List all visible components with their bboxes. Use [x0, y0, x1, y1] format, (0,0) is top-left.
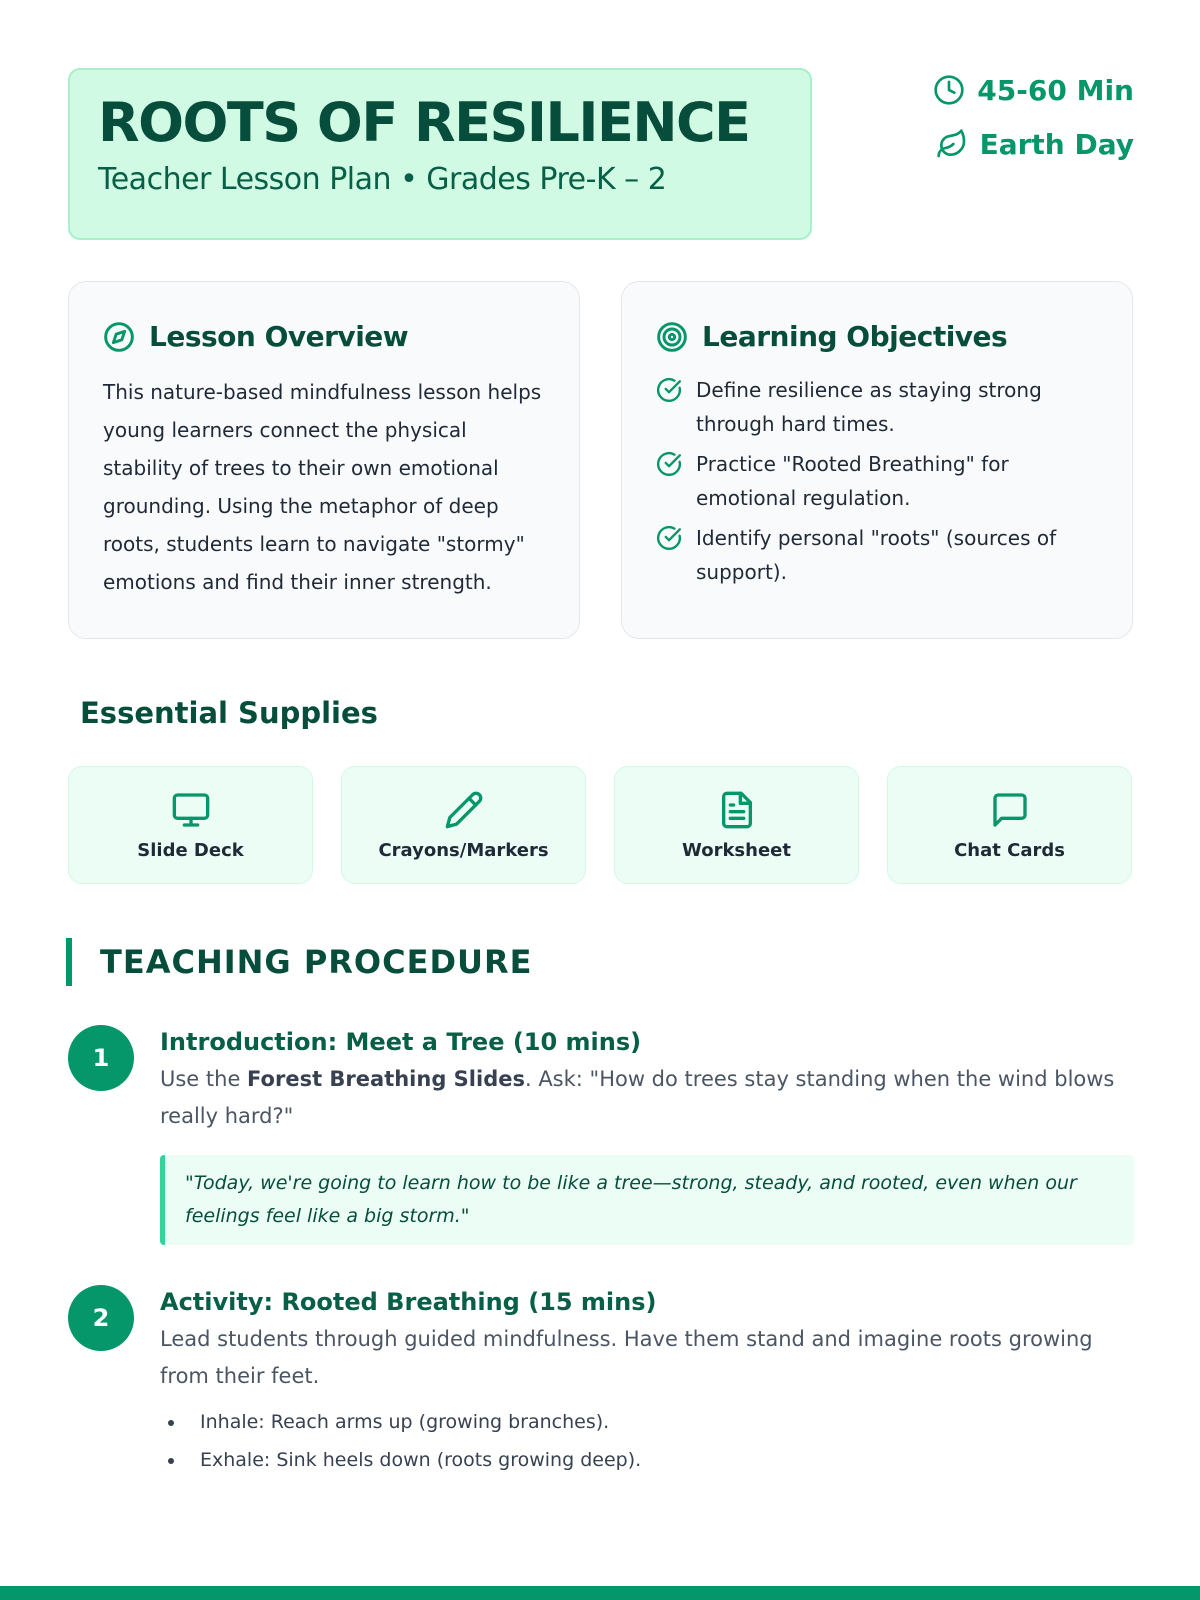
supply-card-worksheet — [614, 766, 859, 884]
clock-icon — [933, 74, 965, 106]
objectives-list — [656, 373, 1098, 589]
step-description: Use the Forest Breathing Slides. Ask: "How do trees stay standing when the wind blows really hard?" — [160, 1067, 1115, 1128]
duration-row — [933, 70, 1134, 110]
lesson-overview-card — [68, 281, 580, 639]
step-number-badge: 2 — [68, 1285, 134, 1351]
objective-text: Identify personal "roots" (sources of support). — [696, 526, 1057, 584]
page-title: ROOTS OF RESILIENCE — [98, 91, 750, 154]
step-number-badge: 1 — [68, 1025, 134, 1091]
check-circle-icon — [656, 525, 682, 551]
occasion-row — [933, 124, 1134, 164]
learning-objectives-heading — [656, 320, 1098, 353]
step-description: Lead students through guided mindfulness. Have them stand and imagine roots growing from their feet. — [160, 1327, 1093, 1388]
check-circle-icon — [656, 451, 682, 477]
learning-objectives-card — [621, 281, 1133, 639]
chat-icon — [990, 790, 1030, 830]
supply-label: Slide Deck — [137, 839, 244, 861]
procedure-step-1 — [68, 1025, 1134, 1245]
footer-accent-bar — [0, 1586, 1200, 1600]
title-banner — [68, 68, 812, 240]
occasion-label: Earth Day — [979, 127, 1134, 161]
page-subtitle: Teacher Lesson Plan • Grades Pre-K – 2 — [98, 162, 667, 197]
step-highlight: Forest Breathing Slides — [247, 1067, 525, 1091]
breathing-steps-list — [186, 1403, 1134, 1479]
objective-item — [656, 447, 1098, 515]
step-title: Activity: Rooted Breathing (15 mins) — [160, 1288, 657, 1316]
objective-text: Practice "Rooted Breathing" for emotional regulation. — [696, 452, 1009, 510]
supply-card-crayons — [341, 766, 586, 884]
teacher-script-quote: "Today, we're going to learn how to be like a tree—strong, steady, and rooted, even when our feelings feel like a big storm." — [160, 1155, 1134, 1245]
step-title: Introduction: Meet a Tree (10 mins) — [160, 1028, 642, 1056]
supplies-grid — [68, 766, 1134, 884]
objective-text: Define resilience as staying strong through hard times. — [696, 378, 1042, 436]
lesson-overview-title: Lesson Overview — [149, 320, 409, 353]
objective-item — [656, 521, 1098, 589]
list-item: • Exhale: Sink heels down (roots growing deep). — [186, 1441, 1134, 1479]
supply-label: Chat Cards — [954, 839, 1065, 861]
objective-item — [656, 373, 1098, 441]
compass-icon — [103, 321, 135, 353]
supplies-heading: Essential Supplies — [80, 696, 378, 730]
lesson-overview-text: This nature-based mindfulness lesson helps young learners connect the physical stability of trees to their own emotional grounding. Using the metaphor of deep roots, students learn to navigate "stormy" emotions and find their inner strength. — [103, 380, 542, 594]
supply-card-chat-cards — [887, 766, 1132, 884]
lesson-meta — [933, 70, 1134, 178]
lesson-overview-heading — [103, 320, 545, 353]
procedure-step-2 — [68, 1285, 1134, 1479]
supply-label: Crayons/Markers — [378, 839, 549, 861]
supply-card-slide-deck — [68, 766, 313, 884]
duration-label: 45-60 Min — [977, 73, 1134, 107]
procedure-heading: TEACHING PROCEDURE — [66, 938, 533, 986]
supply-label: Worksheet — [682, 839, 791, 861]
check-circle-icon — [656, 377, 682, 403]
list-item: • Inhale: Reach arms up (growing branches). — [186, 1403, 1134, 1441]
target-icon — [656, 321, 688, 353]
monitor-icon — [171, 790, 211, 830]
learning-objectives-title: Learning Objectives — [702, 320, 1008, 353]
document-icon — [717, 790, 757, 830]
leaf-icon — [936, 128, 968, 160]
pencil-icon — [444, 790, 484, 830]
